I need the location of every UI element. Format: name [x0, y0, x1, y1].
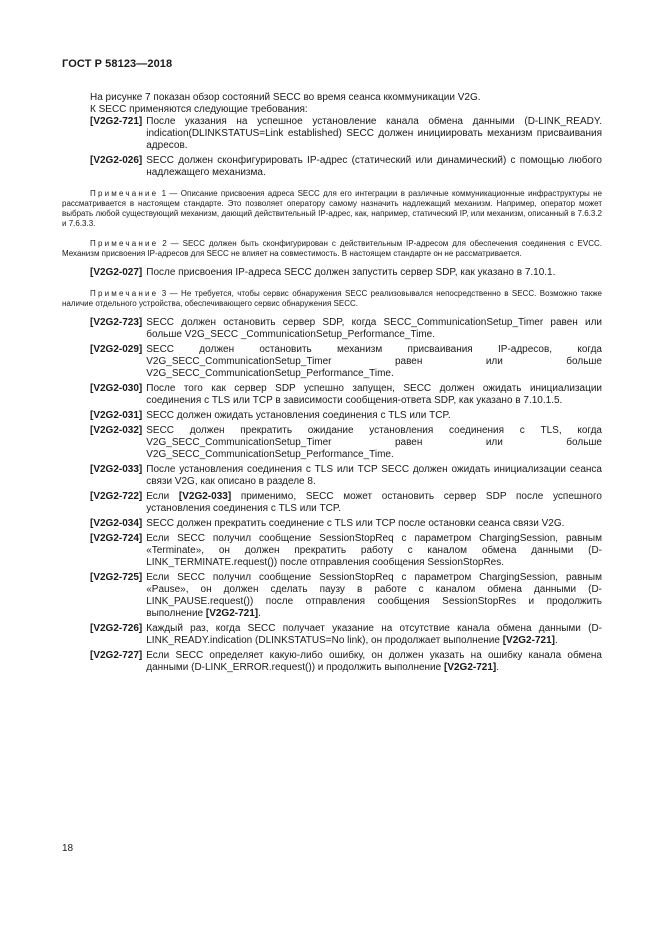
note-1	[62, 189, 602, 229]
requirement-code: [V2G2-033]	[90, 464, 143, 475]
requirement-text: SECC должен прекратить соединение с TLS или TCP после остановки сеанса связи V2G.	[146, 518, 565, 529]
requirement-code: [V2G2-032]	[90, 425, 143, 436]
requirement-text: SECC должен остановить сервер SDP, когда SECC_CommunicationSetup_Timer равен или больше V2G_SECC _CommunicationSetup_Performance_Time.	[146, 317, 602, 340]
requirement-text: Если SECC получил сообщение SessionStopReq с параметром ChargingSession, равным «Pause», он должен сделать паузу в работе с каналом обмена данными (D-LINK_PAUSE.request()) после отправления сообщения SessionStopRes и продолжить выполнение [V2G2-721].	[146, 572, 602, 619]
requirement-reference: [V2G2-721]	[443, 662, 497, 673]
note-text: 1 — Описание присвоения адреса SECC для его интеграции в различные коммуникационные инфраструктуры не рассматривается в настоящем стандарте. Это позволяет оператору самому назначить надлежащий механизм. Например, оператор может выбрать любой существующий механизм, дающий действительный IP-адрес, как, например, статический IP, или механизм, описанный в 7.6.3.2 и 7.6.3.3.	[62, 189, 602, 228]
requirement-reference: [V2G2-721]	[502, 635, 555, 646]
note-label: Примечание	[90, 189, 159, 198]
requirement-727	[62, 650, 602, 674]
note-label: Примечание	[90, 239, 159, 248]
requirement-code: [V2G2-027]	[90, 267, 143, 278]
requirement-code: [V2G2-026]	[90, 155, 143, 166]
requirement-code: [V2G2-030]	[90, 383, 143, 394]
requirement-text: После установления соединения с TLS или TCP SECC должен ожидать инициализации сеанса связи V2G, как описано в разделе 8.	[146, 464, 602, 487]
requirement-033	[62, 464, 602, 488]
requirement-code: [V2G2-724]	[90, 533, 143, 544]
intro-paragraph-2: К SECC применяются следующие требования:	[90, 104, 308, 115]
page-body	[62, 92, 602, 677]
requirement-reference: [V2G2-721]	[205, 608, 259, 619]
note-label: Примечание	[90, 289, 159, 298]
requirement-725	[62, 572, 602, 620]
requirement-code: [V2G2-034]	[90, 518, 143, 529]
requirement-029	[62, 344, 602, 380]
intro-paragraph-1: На рисунке 7 показан обзор состояний SECC во время сеанса ккоммуникации V2G.	[90, 92, 481, 103]
requirement-031	[62, 410, 602, 422]
requirement-text: SECC должен ожидать установления соединения с TLS или TCP.	[146, 410, 451, 421]
requirement-code: [V2G2-031]	[90, 410, 143, 421]
requirement-027	[62, 267, 602, 279]
requirement-text: После присвоения IP-адреса SECC должен запустить сервер SDP, как указано в 7.10.1.	[146, 267, 556, 278]
requirement-724	[62, 533, 602, 569]
note-text: 2 — SECC должен быть сконфигурирован с действительным IP-адресом для обеспечения соединения с EVCC. Механизм присвоения IP-адресов для SECC не влияет на совместимость. В настоящем стандарте он не рассматривается.	[62, 239, 602, 258]
document-header: ГОСТ Р 58123—2018	[62, 58, 173, 70]
requirement-030	[62, 383, 602, 407]
requirement-723	[62, 317, 602, 341]
note-text: 3 — Не требуется, чтобы сервис обнаружения SECC реализовывался непосредственно в SECC. Возможно также наличие отдельного устройства, обеспечивающего сервис обнаружения SECC.	[62, 289, 602, 308]
requirement-text: SECC должен остановить механизм присваивания IP-адресов, когда V2G_SECC_CommunicationSetup_Timer равен или больше V2G_SECC_CommunicationSetup_Performance_Time.	[146, 344, 602, 379]
requirement-text: После указания на успешное установление канала обмена данными (D-LINK_READY. indication(DLINKSTATUS=Link established) SECC должен инициировать механизм присваивания адресов.	[146, 116, 602, 151]
requirement-code: [V2G2-029]	[90, 344, 143, 355]
requirement-code: [V2G2-723]	[90, 317, 143, 328]
requirement-721	[62, 116, 602, 152]
requirement-text: Если SECC определяет какую-либо ошибку, он должен указать на ошибку канала обмена данными (D-LINK_ERROR.request()) и продолжить выполнение [V2G2-721].	[146, 650, 602, 673]
requirement-code: [V2G2-727]	[90, 650, 143, 661]
page-number: 18	[62, 843, 74, 854]
requirement-026	[62, 155, 602, 179]
requirement-text: Если [V2G2-033] применимо, SECC может остановить сервер SDP после успешного установления соединения с TLS или TCP.	[146, 491, 602, 514]
requirement-text: Если SECC получил сообщение SessionStopReq с параметром ChargingSession, равным «Terminate», он должен прекратить работу с каналом обмена данными (D-LINK_TERMINATE.request()) после отправления сообщения SessionStopRes.	[146, 533, 602, 568]
requirement-034	[62, 518, 602, 530]
requirement-reference: [V2G2-033]	[178, 491, 232, 502]
note-2	[62, 239, 602, 259]
requirement-726	[62, 623, 602, 647]
requirement-text: SECC должен сконфигурировать IP-адрес (статический или динамический) с помощью любого надлежащего механизма.	[146, 155, 602, 178]
requirement-text: Каждый раз, когда SECC получает указание на отсутствие канала обмена данными (D-LINK_READY.indication (DLINKSTATUS=No link), он продолжает выполнение [V2G2-721].	[146, 623, 602, 646]
requirement-722	[62, 491, 602, 515]
requirement-code: [V2G2-722]	[90, 491, 143, 502]
requirement-code: [V2G2-726]	[90, 623, 143, 634]
requirement-032	[62, 425, 602, 461]
requirement-text: После того как сервер SDP успешно запущен, SECC должен ожидать инициализации соединения с TLS или TCP в зависимости сообщения-ответа SDP, как указано в 7.10.1.5.	[146, 383, 602, 406]
requirement-code: [V2G2-721]	[90, 116, 143, 127]
requirement-code: [V2G2-725]	[90, 572, 143, 583]
note-3	[62, 289, 602, 309]
requirement-text: SECC должен прекратить ожидание установления соединения с TLS, когда V2G_SECC_CommunicationSetup_Timer равен или больше V2G_SECC_CommunicationSetup_Performance_Time.	[146, 425, 602, 460]
